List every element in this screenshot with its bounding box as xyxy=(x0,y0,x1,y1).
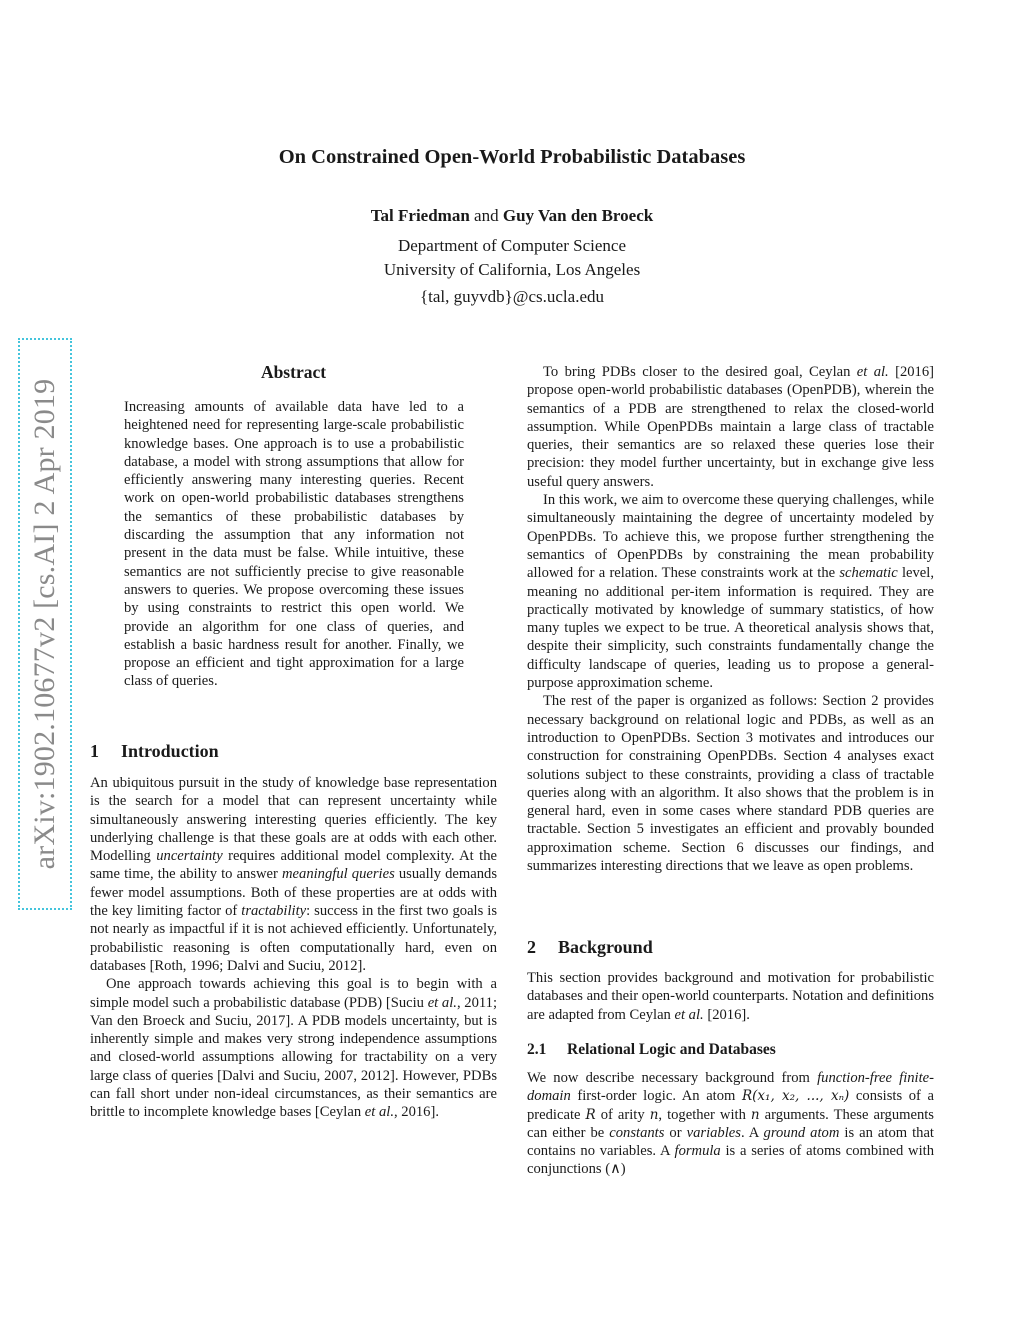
abstract-body xyxy=(124,398,464,691)
abstract-text: Increasing amounts of available data have led to a heightened need for representing large-scale probabilistic knowledge bases. One approach is to use a probabilistic database, a model with strong assumptions that allow for efficiently answering many interesting queries. Recent work on open-world probabilistic databases strengthens the semantics of these probabilistic databases by discarding the assumption that any information not present in the data must be false. While intuitive, these semantics are not sufficiently precise to give reasonable answers to queries. We propose overcoming these issues by using constraints to restrict this open world. We provide an algorithm for one class of queries, and establish a basic hardness result for another. Finally, we propose an efficient and tight approximation for a large class of queries. xyxy=(124,399,464,690)
paragraph: One approach towards achieving this goal is to begin with a simple model such a probabilistic database (PDB) [Suciu et al., 2011; Van den Broeck and Suciu, 2017]. A PDB models uncertainty, but is inherently simple and makes very strong independence assumptions and closed-world assumptions allowing for tractability on a very large class of queries [Dalvi and Suciu, 2007, 2012]. However, PDBs can fall short under non-ideal circumstances, as their semantics are brittle to incomplete knowledge bases [Ceylan et al., 2016]. xyxy=(90,976,497,1121)
paragraph: This section provides background and motivation for probabilistic databases and their open-world counterparts. Notation and definitions are adapted from Ceylan et al. [2016]. xyxy=(527,970,934,1023)
subsection-number: 2.1 xyxy=(527,1041,547,1058)
section-number: 2 xyxy=(527,937,536,957)
subsection-heading-relational-logic xyxy=(527,1041,776,1059)
relational-body xyxy=(527,1069,934,1179)
section-heading-introduction xyxy=(90,741,219,762)
left-column-body xyxy=(90,774,497,1122)
section-title: Background xyxy=(558,937,653,957)
affiliation-email: {tal, guyvdb}@cs.ucla.edu xyxy=(420,287,604,306)
author-line xyxy=(0,206,1024,226)
subsection-title: Relational Logic and Databases xyxy=(567,1041,776,1058)
paragraph: To bring PDBs closer to the desired goal, Ceylan et al. [2016] propose open-world probabilistic databases (OpenPDB), wherein the semantics of a PDB are strengthened to relax the closed-world assumption. While OpenPDBs maintain a large class of tractable queries, their semantics are so relaxed these queries lose their precision: they model further uncertainty, but in exchange give less useful query answers. xyxy=(527,364,934,490)
background-body xyxy=(527,969,934,1024)
affiliation-department: Department of Computer Science xyxy=(397,236,626,255)
section-number: 1 xyxy=(90,741,99,761)
author-second: Guy Van den Broeck xyxy=(502,206,654,225)
author-first: Tal Friedman xyxy=(370,206,470,225)
paragraph: An ubiquitous pursuit in the study of knowledge base representation is the search for a model that can represent uncertainty while simultaneously answering interesting queries efficiently. The key underlying challenge is that these goals are at odds with each other. Modelling uncertainty requires additional model complexity. At the same time, the ability to answer meaningful queries usually demands fewer model assumptions. Both of these properties are at odds with the key limiting factor of tractability: success in the first two goals is not nearly as impactful if it is not achieved efficiently. Unfortunately, probabilistic reasoning is often computationally hard, even on databases [Roth, 1996; Dalvi and Suciu, 2012]. xyxy=(90,775,498,974)
abstract-heading: Abstract xyxy=(260,362,327,382)
affiliation-university: University of California, Los Angeles xyxy=(383,260,641,279)
paragraph: We now describe necessary background from function-free finite-domain first-order logic. An atom R(x₁, x₂, ..., xₙ) consists of a predicate R of arity n, together with n arguments. These arguments can either be constants or variables. A ground atom is an atom that contains no variables. A formula is a series of atoms combined with conjunctions (∧) xyxy=(527,1070,934,1178)
paper-title: On Constrained Open-World Probabilistic Databases xyxy=(278,146,746,168)
paragraph: The rest of the paper is organized as follows: Section 2 provides necessary background on relational logic and PDBs, as well as an introduction to OpenPDBs. Section 3 motivates and introduces our construction for constraining OpenPDBs. Section 4 analyses exact solutions subject to these constraints, providing a class of tractable queries along with an algorithm. It also shows that the problem is in general hard, even in some cases where standard PDB queries are tractable. Section 5 investigates an efficient and provably bounded approximation scheme. Section 6 discusses our findings, and summarizes interesting directions that we leave as open problems. xyxy=(527,693,934,875)
author-conjunction: and xyxy=(474,206,499,225)
section-title: Introduction xyxy=(121,741,219,761)
arxiv-identifier-stamp xyxy=(18,338,72,910)
arxiv-identifier: arXiv:1902.10677v2 [cs.AI] 2 Apr 2019 xyxy=(28,378,61,870)
paragraph: In this work, we aim to overcome these querying challenges, while simultaneously maintaining the degree of uncertainty modeled by OpenPDBs. To achieve this, we propose further strengthening the semantics of OpenPDBs by constraining the mean probability allowed for a relation. These constraints work at the schematic level, meaning no additional per-item information is required. They are practically motivated by knowledge of summary statistics, of how many tuples we expect to be true. A theoretical analysis shows that, despite their simplicity, such constraints fundamentally change the difficulty landscape of queries, leading us to propose a general-purpose approximation scheme. xyxy=(527,492,934,692)
right-column-body xyxy=(527,363,934,875)
section-heading-background xyxy=(527,937,653,958)
